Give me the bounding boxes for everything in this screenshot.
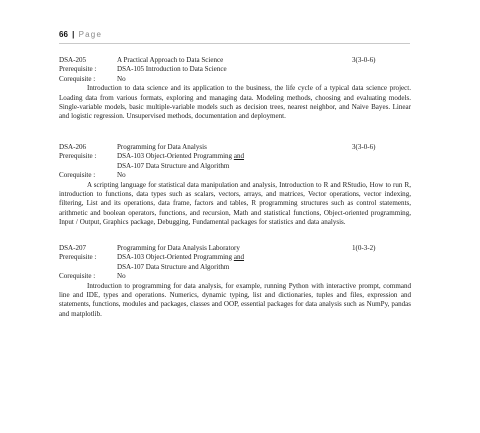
- corequisite-row: [59, 171, 411, 180]
- corequisite-value: No: [117, 171, 126, 180]
- prerequisite-label: Prerequisite :: [59, 253, 97, 262]
- corequisite-row: [59, 272, 411, 281]
- prerequisite-course: DSA-103 Object-Oriented Programming: [117, 152, 233, 161]
- prerequisite-row: [59, 152, 411, 161]
- prerequisite-connector: and: [233, 253, 245, 262]
- course-credits: 3(3-0-6): [352, 56, 376, 64]
- course-description: A scripting language for statistical data manipulation and analysis, Introduction to R and RStudio, How to run R, introduction to functions, data types such as scalars, vectors, arrays, and matrices, Vector operations, vector indexing, filtering, List and its operations, data frame, factors and tables, R programming structures such as control statements, arithmetic and boolean operators, functions, and recursion, Math and statistical functions, Object-oriented programming, Input / Output, Graphics package, Debugging, Fundamental packages for statistics and data analysis.: [59, 180, 411, 227]
- prerequisite-course: DSA-103 Object-Oriented Programming: [117, 253, 233, 262]
- prerequisite-label: Prerequisite :: [59, 65, 97, 74]
- prerequisite-value: [117, 152, 244, 161]
- course-entry: [59, 244, 411, 319]
- course-code: DSA-207: [59, 244, 87, 252]
- prerequisite-row: [59, 253, 411, 262]
- prerequisite-connector: and: [233, 152, 245, 161]
- corequisite-row: [59, 75, 411, 84]
- page-header: [59, 30, 102, 40]
- prerequisite-label: Prerequisite :: [59, 152, 97, 161]
- prerequisite-row-continued: [59, 263, 411, 272]
- corequisite-value: No: [117, 272, 126, 281]
- prerequisite-row: [59, 65, 411, 74]
- prerequisite-row-continued: [59, 162, 411, 171]
- course-credits: 3(3-0-6): [352, 143, 376, 151]
- page-header-separator: |: [72, 30, 75, 39]
- course-code: DSA-206: [59, 143, 87, 151]
- prerequisite-value: DSA-105 Introduction to Data Science: [117, 65, 227, 74]
- prerequisite-course: DSA-107 Data Structure and Algorithm: [117, 262, 230, 271]
- corequisite-label: Corequisite :: [59, 272, 96, 281]
- course-heading-row: [59, 143, 411, 152]
- corequisite-value: No: [117, 74, 126, 83]
- course-heading-row: [59, 244, 411, 253]
- prerequisite-value: [117, 253, 244, 262]
- course-description: Introduction to data science and its application to the business, the life cycle of a typical data science project. Loading data from various formats, exploring and managing data. Modeling methods, choosing and evaluating models. Single-variable models, basic multiple-variable models such as decision trees, nearest neighbor, and Naive Bayes. Linear and logistic regression. Unsupervised methods, documentation and deployment.: [59, 84, 411, 121]
- page-header-label: Page: [78, 30, 103, 39]
- header-divider: [59, 43, 410, 44]
- course-entry: [59, 143, 411, 228]
- course-description: Introduction to programming for data analysis, for example, running Python with interactive prompt, command line and IDE, types and operations. Numerics, dynamic typing, list and dictionaries, tuples and files, expression and statements, functions, modules and packages, classes and OOP, essential packages for data analysis such as NumPy, pandas and matplotlib.: [59, 281, 411, 318]
- corequisite-label: Corequisite :: [59, 74, 96, 83]
- course-code: DSA-205: [59, 56, 87, 64]
- prerequisite-course: DSA-107 Data Structure and Algorithm: [117, 161, 230, 170]
- corequisite-label: Corequisite :: [59, 171, 96, 180]
- course-title: A Practical Approach to Data Science: [117, 56, 224, 64]
- course-title: Programming for Data Analysis: [117, 143, 207, 151]
- page-number: 66: [59, 30, 68, 39]
- course-entry: [59, 56, 411, 122]
- course-heading-row: [59, 56, 411, 65]
- course-title: Programming for Data Analysis Laboratory: [117, 244, 240, 252]
- course-credits: 1(0-3-2): [352, 244, 376, 252]
